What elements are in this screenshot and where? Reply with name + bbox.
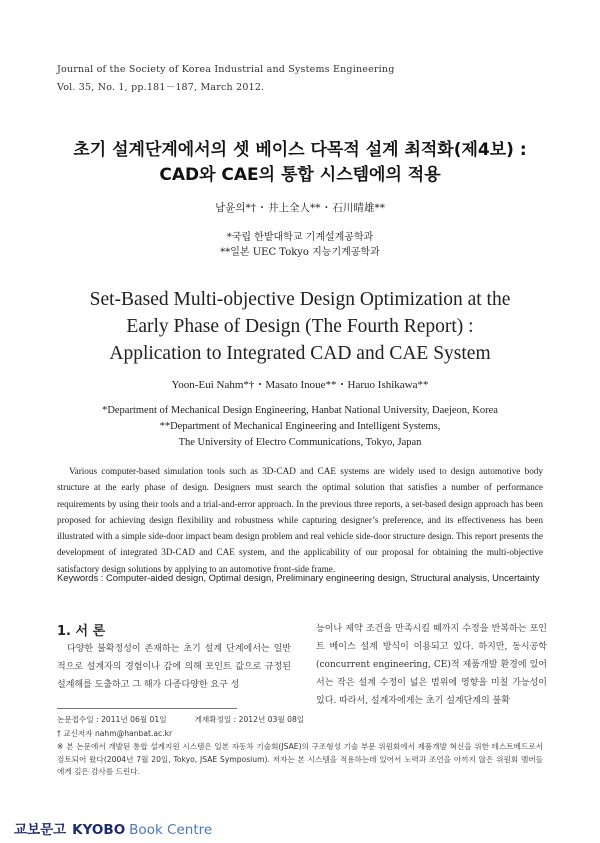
section-heading: 1. 서 론 bbox=[57, 624, 106, 639]
english-authors: Yoon-Eui Nahm*† ･ Masato Inoue** ･ Haruo Ishikawa** bbox=[171, 379, 429, 391]
body-text-left-column: 다양한 불확정성이 존재하는 초기 설계 단계에서는 일반적으로 설계자의 경험이나 감에 의해 포인트 값으로 규정된 설계해를 도출하고 그 해가 다종다양한 요구 성 bbox=[57, 644, 291, 690]
publisher-logo bbox=[14, 818, 212, 838]
logo-english: KYOBO bbox=[72, 822, 126, 838]
korean-title-line-1: 초기 설계단계에서의 셋 베이스 다목적 설계 최적화(제4보) : bbox=[73, 140, 527, 160]
english-title-line-2: Early Phase of Design (The Fourth Report) : bbox=[126, 316, 474, 337]
body-text-right-column: 능이나 제약 조건을 만족시킬 때까지 수정을 반복하는 포인트 베이스 설계 방식이 이용되고 있다. 하지만, 동시공학(concurrent engineering, CE)적 제품개발 환경에 있어서는 작은 설계 수정이 넓은 범위에 영향을 미칠 가능성이 있다. 따라서, 설계자에게는 초기 설계단계의 불확 bbox=[316, 624, 547, 706]
footnote-dates bbox=[57, 714, 304, 725]
korean-authors: 남윤의*† ･ 井上全人** ･ 石川晴雄** bbox=[215, 202, 385, 214]
keywords-text: : Computer-aided design, Optimal design, Preliminary engineering design, Structural analysis, Uncertainty bbox=[98, 572, 540, 583]
korean-title-line-2: CAD와 CAE의 통합 시스템에의 적용 bbox=[159, 165, 441, 185]
english-title-line-3: Application to Integrated CAD and CAE System bbox=[109, 343, 491, 364]
accepted-date: 게재확정일 : 2012년 03월 08일 bbox=[194, 715, 305, 724]
keywords bbox=[57, 572, 547, 583]
corresponding-author: † 교신저자 nahm@hanbat.ac.kr bbox=[57, 729, 173, 738]
journal-name: Journal of the Society of Korea Industrial and Systems Engineering bbox=[57, 64, 395, 75]
english-title-line-1: Set-Based Multi-objective Design Optimization at the bbox=[89, 289, 511, 310]
logo-subtitle: Book Centre bbox=[129, 822, 213, 838]
korean-affiliation-2: **일본 UEC Tokyo 지능기계공학과 bbox=[220, 247, 380, 258]
received-date: 논문접수일 : 2011년 06월 01일 bbox=[57, 715, 167, 724]
korean-affiliation-1: *국립 한밭대학교 기계설계공학과 bbox=[226, 232, 374, 243]
journal-volume: Vol. 35, No. 1, pp.181－187, March 2012. bbox=[57, 82, 265, 93]
keywords-label: Keywords bbox=[57, 572, 99, 583]
english-affiliation-3: The University of Electro Communications, Tokyo, Japan bbox=[178, 437, 422, 448]
abstract: Various computer-based simulation tools such as 3D-CAD and CAE systems are widely used to design automotive body structure at the early phase of design. Designers must search the optimal solution that satisfies a number of performance requirements by using their tools and a trial-and-error approach. In the previous three reports, a set-based design approach has been proposed for achieving design flexibility and robustness while capturing designer’s preference, and its effectiveness has been illustrated with a simple side-door impact beam design problem and real vehicle side-door structure design. This report presents the development of integrated 3D-CAD and CAE system, and the applicability of our proposal for obtaining the multi-objective satisfactory design solutions by applying to an automotive front-side frame. bbox=[57, 466, 543, 574]
acknowledgement-note: ※ 본 논문에서 개발된 통합 설계지원 시스템은 일본 자동차 기술회(JSAE)의 구조형성 기술 부문 위원회에서 제품개발 혁신을 위한 테스트베드로서 검토되어 왔다(2004년 7월 20일, Tokyo, JSAE Symposium). 저자는 본 시스템을 적용하는데 있어서 노력과 조언을 아끼지 않은 위원회 멤버들에게 깊은 감사를 드린다. bbox=[57, 742, 543, 776]
logo-korean: 교보문고 bbox=[14, 822, 67, 838]
english-affiliation-1: *Department of Mechanical Design Engineering, Hanbat National University, Daejeon, Korea bbox=[102, 405, 498, 416]
english-affiliation-2: **Department of Mechanical Engineering and Intelligent Systems, bbox=[159, 421, 441, 432]
publisher-logo-bar bbox=[0, 808, 600, 843]
footnote-divider bbox=[57, 708, 237, 709]
